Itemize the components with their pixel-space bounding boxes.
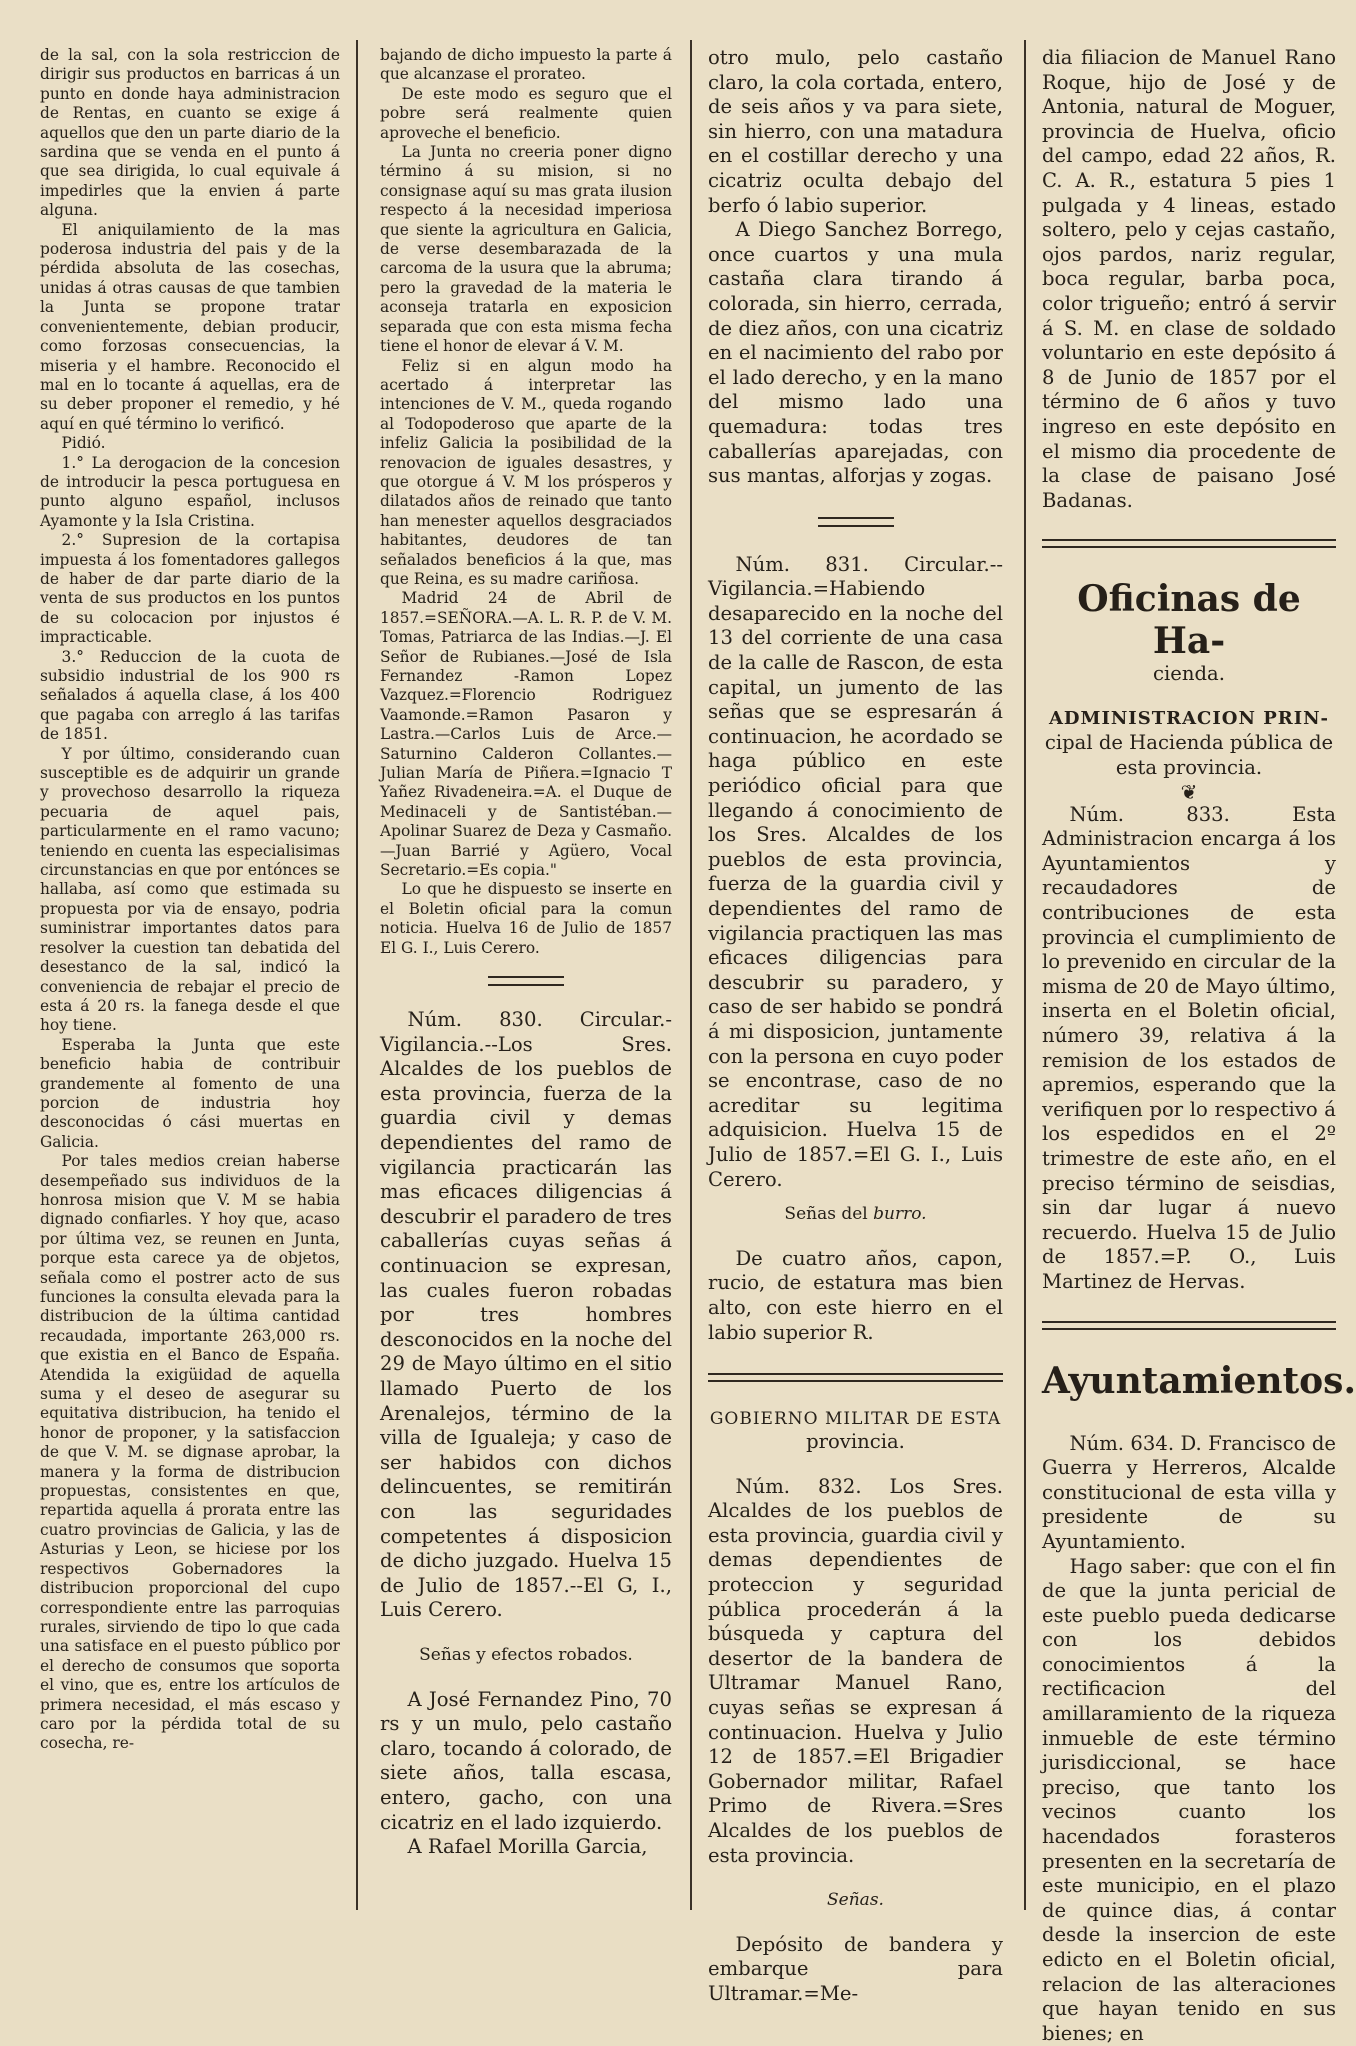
col1-paragraph: Esperaba la Junta que este beneficio habia de contribuir grandemente al fomento de una porcion de industria hoy desconocidas ó cási muertas en Galicia. (40, 1036, 340, 1152)
heading-military-government: GOBIERNO MILITAR DE ESTA (708, 1408, 1003, 1430)
section-separator (708, 1373, 1003, 1382)
column-1 (40, 46, 340, 1896)
column-4 (1042, 46, 1336, 1906)
circular-830: Núm. 830. Circular.-Vigilancia.--Los Sres. Alcaldes de los pueblos de esta provincia, fuerza de la guardia civil y demas dependientes del ramo de vigilancia practicarán las mas eficaces diligencias á descubrir el paradero de tres caballerías cuyas señas á continuacion se expresan, las cuales fueron robadas por tres hombres desconocidos en la noche del 29 de Mayo último en el sitio llamado Puerto de los Arenalejos, término de la villa de Igualeja; y caso de ser habidos con dichos delincuentes, se remitirán con las seguridades competentes á disposicion de dicho juzgado. Huelva 15 de Julio de 1857.--El G, I., Luis Cerero. (380, 1008, 672, 1623)
col2-paragraph: A José Fernandez Pino, 70 rs y un mulo, pelo castaño claro, tocando á colorado, de siete años, talla escasa, entero, gacho, con una cicatriz en el lado izquierdo. (380, 1688, 672, 1836)
notice-833: Núm. 833. Esta Administracion encarga á los Ayuntamientos y recaudadores de contribuciones de esta provincia el cumplimiento de lo prevenido en circular de la misma de 20 de Mayo último, inserta en el Boletin oficial, número 39, relativa á la remision de los estados de apremios, esperando que la verifiquen por lo respectivo á los espedidos en el 2º trimestre de este año, en el preciso término de seisdias, sin dar lugar á nuevo recuerdo. Huelva 15 de Julio de 1857.=P. O., Luis Martinez de Hervas. (1042, 803, 1336, 1295)
col1-paragraph: de la sal, con la sola restriccion de dirigir sus productos en barricas á un punto en donde haya administracion de Rentas, en cuanto se exige á aquellos que den un parte diario de la sardina que se venda en el punto á que sea dirigida, lo cual equivale á impedirles que la envien á parte alguna. (40, 46, 340, 221)
col1-paragraph: 3.° Reduccion de la cuota de subsidio industrial de los 900 rs señalados á aquella clase, á los 400 que pagaba con arreglo á las tarifas de 1851. (40, 648, 340, 745)
column-3 (708, 46, 1003, 1896)
heading-ayuntamientos: Ayuntamientos. (1042, 1360, 1336, 1402)
col2-paragraph: Lo que he dispuesto se inserte en el Boletin oficial para la comun noticia. Huelva 16 de Julio de 1857 El G. I., Luis Cerero. (380, 880, 672, 958)
section-separator (488, 976, 564, 986)
column-rule-2 (690, 40, 692, 1910)
heading-administracion-sub: cipal de Hacienda pública de esta provincia. (1042, 731, 1336, 780)
col2-paragraph: Feliz si en algun modo ha acertado á interpretar las intenciones de V. M., queda rogando al Todopoderoso que aparte de la infeliz Galicia la posibilidad de la renovacion de iguales desastres, y que otorgue á V. M los prósperos y dilatados años de reinado que tanto han menester aquellos desgraciados habitantes, deudores de tan señalados beneficios á la que, mas que Reina, es su madre cariñosa. (380, 357, 672, 590)
col2-paragraph: bajando de dicho impuesto la parte á que alcanzase el prorateo. (380, 46, 672, 85)
subheading-robbed-items: Señas y efectos robados. (380, 1643, 672, 1668)
notice-832: Núm. 832. Los Sres. Alcaldes de los pueblos de esta provincia, guardia civil y demas dependientes de proteccion y seguridad pública procederán á la búsqueda y captura del desertor de la bandera de Ultramar Manuel Rano, cuyas señas se expresan á continuacion. Huelva y Julio 12 de 1857.=El Brigadier Gobernador militar, Rafael Primo de Rivera.=Sres Alcaldes de los pueblos de esta provincia. (708, 1475, 1003, 1869)
subheading-text: Señas del (784, 1204, 867, 1224)
col3-paragraph: A Diego Sanchez Borrego, once cuartos y una mula castaña clara tirando á colorada, sin hierro, cerrada, de diez años, con una cicatriz en el nacimiento del rabo por el lado derecho, y en la mano del mismo lado una quemadura: todas tres caballerías aparejadas, con sus mantas, alforjas y zogas. (708, 218, 1003, 489)
heading-administracion: ADMINISTRACION PRIN- (1042, 707, 1336, 732)
heading-hacienda-sub: cienda. (1042, 662, 1336, 687)
col3-paragraph: De cuatro años, capon, rucio, de estatura mas bien alto, con este hierro en el labio superior R. (708, 1247, 1003, 1345)
fleuron-ornament: ❦ (1042, 781, 1336, 803)
section-separator (1042, 1321, 1336, 1330)
col1-paragraph: Por tales medios creian haberse desempeñado sus individuos de la honrosa mision que V. M se habia dignado confiarles. Y hoy que, acaso por última vez, se reunen en Junta, porque esta carece ya de objetos, señala como el postrer acto de sus funciones la consulta elevada para la distribucion de la última cantidad recaudada, importante 263,000 rs. que existia en el Banco de España. Atendida la exigüidad de aquella suma y el deseo de asegurar su equitativa distribucion, ha tenido el honor de proponer, y la satisfaccion de que V. M. se dignase aprobar, la manera y la forma de distribucion propuestas, consistentes en que, repartida aquella á prorata entre las cuatro provincias de Galicia, y las de Asturias y Leon, se hiciese por los respectivos Gobernadores la distribucion proporcional del cupo correspondiente entre las parroquias rurales, sirviendo de tipo lo que cada una satisface en el puesto público por el derecho de consumos que soporta el vino, que es, entre los artículos de primera necesidad, el más escaso y caro por la pérdida total de su cosecha, re- (40, 1152, 340, 1754)
subheading-donkey-description (708, 1202, 1003, 1227)
subheading-text-italic: burro. (873, 1204, 926, 1224)
section-separator (818, 517, 894, 527)
section-separator (1042, 539, 1336, 548)
col2-paragraph: De este modo es seguro que el pobre será realmente quien aproveche el beneficio. (380, 85, 672, 143)
column-rule-1 (356, 40, 358, 1910)
col1-paragraph: El aniquilamiento de la mas poderosa industria del pais y de la pérdida absoluta de las cosechas, unidas á otras causas de que tambien la Junta se propone tratar convenientemente, debian producir, como forzosas consecuencias, la miseria y el hambre. Reconocido el mal en lo tocante á aquellas, era de su deber proponer el remedio, y hé aquí en qué término lo verificó. (40, 221, 340, 434)
col1-paragraph: 1.° La derogacion de la concesion de introducir la pesca portuguesa en punto alguno español, inclusos Ayamonte y la Isla Cristina. (40, 454, 340, 532)
subheading-signs: Señas. (708, 1888, 1003, 1913)
col2-paragraph: A Rafael Morilla Garcia, (380, 1835, 672, 1860)
circular-831: Núm. 831. Circular.--Vigilancia.=Habiendo desaparecido en la noche del 13 del corriente de una casa de la calle de Rascon, de esta capital, un jumento de las señas que se espresarán á continuacion, he acordado se haga público en este periódico oficial para que llegando á conocimiento de los Sres. Alcaldes de los pueblos de esta provincia, fuerza de la guardia civil y dependientes del ramo de vigilancia practiquen las mas eficaces diligencias para descubrir su paradero, y caso de ser habido se pondrá á mi disposicion, juntamente con la persona en cuyo poder se encontrase, caso de no acreditar su legitima adquisicion. Huelva 15 de Julio de 1857.=El G. I., Luis Cerero. (708, 553, 1003, 1192)
notice-634: Núm. 634. D. Francisco de Guerra y Herreros, Alcalde constitucional de esta villa y presidente de su Ayuntamiento. (1042, 1432, 1336, 1555)
col4-paragraph: dia filiacion de Manuel Rano Roque, hijo de José y de Antonia, natural de Moguer, provincia de Huelva, oficio del campo, edad 22 años, R. C. A. R., estatura 5 pies 1 pulgada y 4 lineas, estado soltero, pelo y cejas castaño, ojos pardos, nariz regular, boca regular, barba poca, color trigueño; entró á servir á S. M. en clase de soldado voluntario en este depósito á 8 de Junio de 1857 por el término de 6 años y tuvo ingreso en este depósito en el mismo dia procedente de la clase de paisano José Badanas. (1042, 46, 1336, 513)
col1-paragraph: Pidió. (40, 434, 340, 453)
column-rule-3 (1024, 40, 1026, 1910)
col3-paragraph: otro mulo, pelo castaño claro, la cola cortada, entero, de seis años y va para siete, sin hierro, con una matadura en el costillar derecho y una cicatriz oculta debajo del berfo ó labio superior. (708, 46, 1003, 218)
col2-paragraph: La Junta no creeria poner digno término á su mision, si no consignase aquí su mas grata ilusion respecto á la necesidad imperiosa que siente la agricultura en Galicia, de verse desembarazada de la carcoma de la usura que la abruma; pero la gravedad de la materia le aconseja tratarla en exposicion separada que con esta misma fecha tiene el honor de elevar á V. M. (380, 143, 672, 356)
col4-paragraph: Hago saber: que con el fin de que la junta pericial de este pueblo pueda dedicarse con los debidos conocimientos á la rectificacion del amillaramiento de la riqueza inmueble de este término jurisdiccional, se hace preciso, que tanto los vecinos cuanto los hacendados forasteros presenten en la secretaría de este municipio, en el plazo de quince dias, á contar desde la insercion de este edicto en el Boletin oficial, relacion de las alteraciones que hayan tenido en sus bienes; en (1042, 1555, 1336, 2046)
col3-paragraph: Depósito de bandera y embarque para Ultramar.=Me- (708, 1933, 1003, 2007)
col1-paragraph: 2.° Supresion de la cortapisa impuesta á los fomentadores gallegos de haber de dar parte diario de la venta de sus productos en los puntos de su colocacion por injustos é impracticable. (40, 531, 340, 647)
column-2 (380, 46, 672, 1896)
col2-signatures: Madrid 24 de Abril de 1857.=SEÑORA.—A. L. R. P. de V. M. Tomas, Patriarca de las Indias.—J. El Señor de Rubianes.—José de Isla Fernandez -Ramon Lopez Vazquez.=Florencio Rodriguez Vaamonde.=Ramon Pasaron y Lastra.—Carlos Luis de Arce.—Saturnino Calderon Collantes.—Julian María de Piñera.=Ignacio T Yañez Rivadeneira.=A. el Duque de Medinaceli y de Santistéban.—Apolinar Suarez de Deza y Casmaño.—Juan Barrié y Agüero, Vocal Secretario.=Es copia." (380, 589, 672, 880)
heading-military-government-sub: provincia. (708, 1430, 1003, 1455)
heading-hacienda: Oficinas de Ha- (1042, 578, 1336, 662)
col1-paragraph: Y por último, considerando cuan susceptible es de adquirir un grande y provechoso desarrollo la riqueza pecuaria de aquel pais, particularmente en el ramo vacuno; teniendo en cuenta las especialisimas circunstancias en que por entónces se hallaba, así como que estimada su propuesta por via de ensayo, podria suministrar importantes datos para resolver la cuestion tan debatida del desestanco de la sal, indicó la conveniencia de rebajar el precio de esta á 20 rs. la fanega desde el que hoy tiene. (40, 745, 340, 1036)
